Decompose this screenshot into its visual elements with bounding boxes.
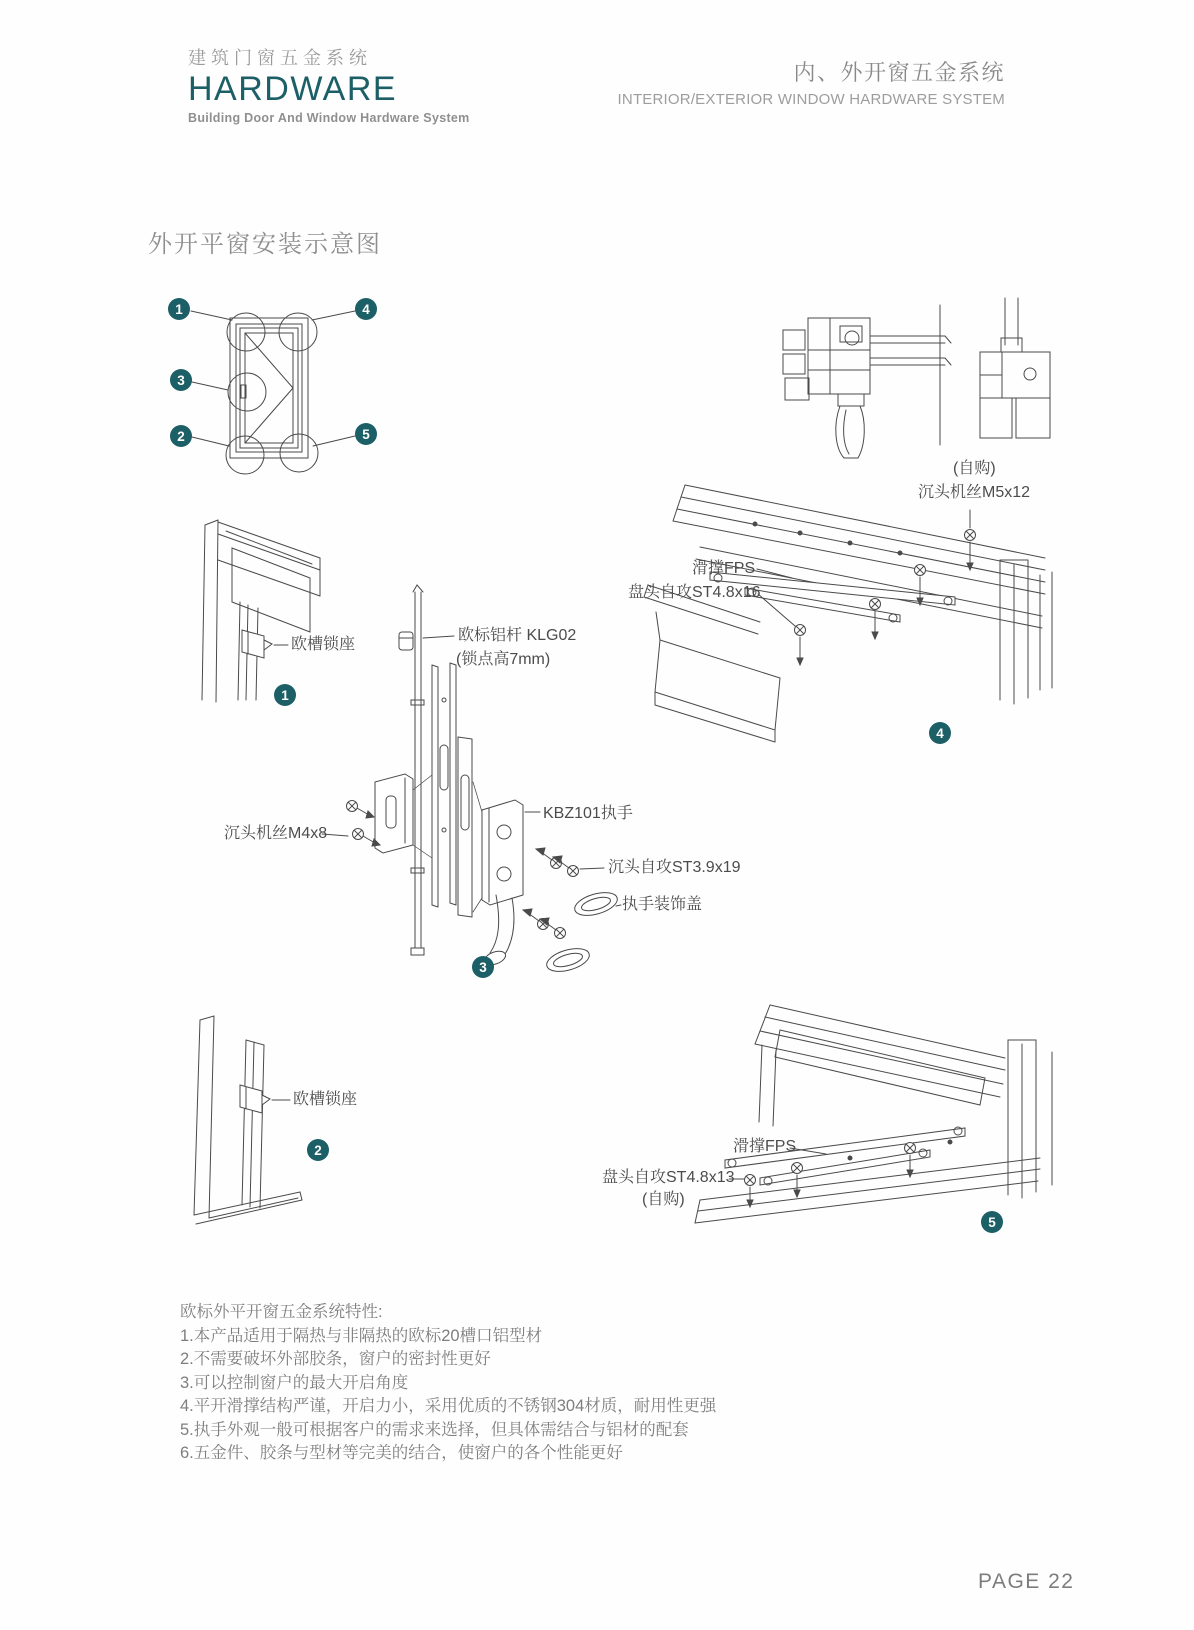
logo-en-text: HARDWARE	[188, 70, 398, 108]
cross-section-right-drawing	[980, 298, 1050, 438]
detail-5-stay-label: 滑撑FPS	[733, 1138, 797, 1155]
features-block	[180, 1301, 716, 1466]
page-number: PAGE 22	[978, 1570, 1075, 1593]
detail-5-note-label: (自购)	[642, 1191, 685, 1208]
detail-5-drawing	[695, 1005, 1052, 1223]
callout-5-badge: 5	[355, 423, 377, 445]
callout-2-badge: 2	[170, 425, 192, 447]
detail-1-lock-keeper-label: 欧槽锁座	[291, 636, 356, 653]
logo-subtitle: Building Door And Window Hardware System	[188, 110, 470, 125]
section-title: 外开平窗安装示意图	[148, 231, 382, 258]
detail-3-cover-label: 执手装饰盖	[622, 896, 703, 913]
callout-3-badge: 3	[170, 369, 192, 391]
feature-item-5: 5.执手外观一般可根据客户的需求来选择，但具体需结合与铝材的配套	[180, 1420, 689, 1439]
detail-3-rod-note-label: (锁点高7mm)	[456, 651, 551, 668]
feature-item-4: 4.平开滑撑结构严谨，开启力小，采用优质的不锈钢304材质，耐用性更强	[180, 1397, 717, 1415]
detail-4-tapping-screw-label: 盘头自攻ST4.8x16	[628, 584, 761, 601]
detail-4-drawing	[644, 485, 1052, 742]
feature-item-1: 1.本产品适用于隔热与非隔热的欧标20槽口铝型材	[180, 1326, 543, 1345]
feature-item-6: 6.五金件、胶条与型材等完美的结合，使窗户的各个性能更好	[180, 1444, 623, 1462]
detail-5-badge: 5	[981, 1211, 1003, 1233]
detail-2-badge: 2	[307, 1139, 329, 1161]
detail-3-handle-label: KBZ101执手	[543, 805, 633, 822]
features-title: 欧标外平开窗五金系统特性:	[180, 1303, 383, 1321]
logo-cn-text: 建筑门窗五金系统	[188, 48, 372, 68]
cross-section-left-drawing	[783, 318, 951, 458]
detail-3-rod-label: 欧标铝杆 KLG02	[458, 627, 577, 644]
detail-5-tapping-screw-label: 盘头自攻ST4.8x13	[602, 1169, 735, 1186]
detail-4-note-label: (自购)	[953, 460, 996, 477]
callout-1-badge: 1	[168, 298, 190, 320]
detail-4-stay-label: 滑撑FPS	[692, 560, 756, 577]
detail-1-badge: 1	[274, 684, 296, 706]
window-schematic-drawing	[191, 311, 355, 474]
detail-3-tapping-screw-label: 沉头自攻ST3.9x19	[608, 859, 741, 876]
callout-4-badge: 4	[355, 298, 377, 320]
feature-item-2: 2.不需要破坏外部胶条，窗户的密封性更好	[180, 1350, 491, 1368]
feature-item-3: 3.可以控制窗户的最大开启角度	[180, 1373, 409, 1392]
header-title-cn: 内、外开窗五金系统	[793, 60, 1005, 85]
header-title-en: INTERIOR/EXTERIOR WINDOW HARDWARE SYSTEM	[617, 91, 1005, 108]
detail-3-badge: 3	[472, 956, 494, 978]
detail-4-machine-screw-label: 沉头机丝M5x12	[918, 484, 1031, 501]
detail-2-lock-keeper-label: 欧槽锁座	[293, 1091, 358, 1108]
detail-2-drawing	[194, 1016, 302, 1224]
detail-3-machine-screw-label: 沉头机丝M4x8	[224, 825, 328, 842]
detail-1-drawing	[202, 520, 320, 702]
detail-4-badge: 4	[929, 722, 951, 744]
